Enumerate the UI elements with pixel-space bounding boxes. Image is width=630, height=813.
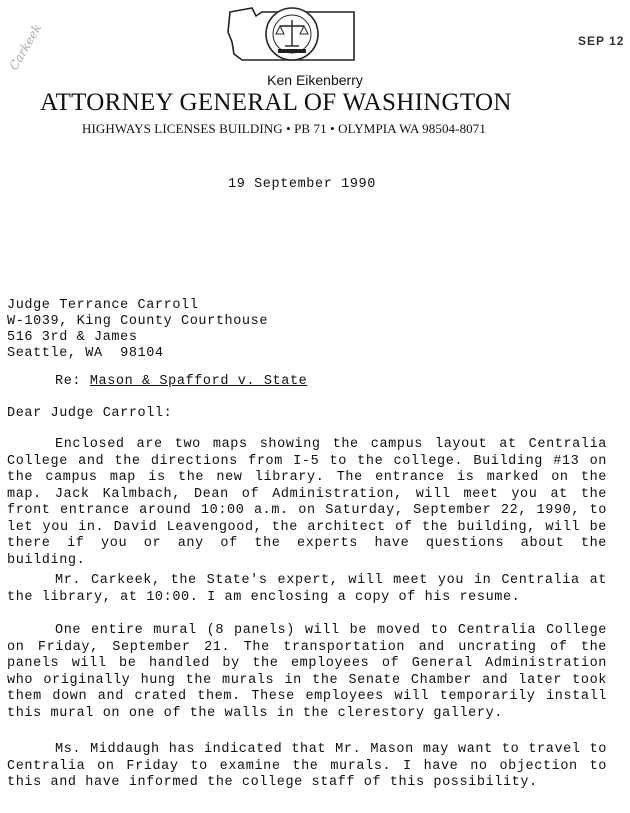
letterhead-address: HIGHWAYS LICENSES BUILDING • PB 71 • OLYMPIA WA 98504-8071 bbox=[82, 121, 486, 136]
recipient-line: W-1039, King County Courthouse bbox=[7, 314, 269, 329]
body-paragraph: Enclosed are two maps showing the campus layout at Centralia College and the directions from I-5 to the college. Building #13 on the campus map is the new library. The entrance is marked on the map. Jack Kalmbach, Dean of Administration, will meet you at the front entrance around 10:00 a.m. on Saturday, September 22, 1990, to let you in. David Leavengood, the architect of the building, will be there if you or any of the experts have questions about the building. bbox=[7, 437, 607, 568]
recipient-line: Seattle, WA 98104 bbox=[7, 346, 164, 361]
letterhead-name: Ken Eikenberry bbox=[267, 72, 363, 88]
case-name: Mason & Spafford v. State bbox=[89, 374, 308, 389]
letterhead-office: ATTORNEY GENERAL OF WASHINGTON bbox=[40, 89, 512, 116]
received-date-stamp: SEP 12 bbox=[578, 34, 625, 48]
letter-date: 19 September 1990 bbox=[228, 177, 376, 192]
handwritten-margin-note: Carkeek bbox=[6, 21, 45, 73]
salutation: Dear Judge Carroll: bbox=[7, 406, 173, 421]
washington-state-seal-logo bbox=[222, 2, 362, 72]
reference-line bbox=[55, 374, 307, 389]
body-paragraph: One entire mural (8 panels) will be moved to Centralia College on Friday, September 21. The transportation and uncrating of the panels will be handled by the employees of General Administration who originally hung the murals in the Senate Chamber and later took them down and crated them. These employees will temporarily install this mural on one of the walls in the clerestory gallery. bbox=[7, 623, 607, 721]
recipient-line: Judge Terrance Carroll bbox=[7, 298, 199, 313]
recipient-line: 516 3rd & James bbox=[7, 330, 138, 345]
reference-prefix: Re: bbox=[55, 374, 82, 389]
recipient-address bbox=[7, 298, 268, 362]
body-paragraph: Ms. Middaugh has indicated that Mr. Mason may want to travel to Centralia on Friday to examine the murals. I have no objection to this and have informed the college staff of this possibility. bbox=[7, 742, 607, 790]
body-paragraph: Mr. Carkeek, the State's expert, will meet you in Centralia at the library, at 10:00. I am enclosing a copy of his resume. bbox=[7, 573, 607, 605]
